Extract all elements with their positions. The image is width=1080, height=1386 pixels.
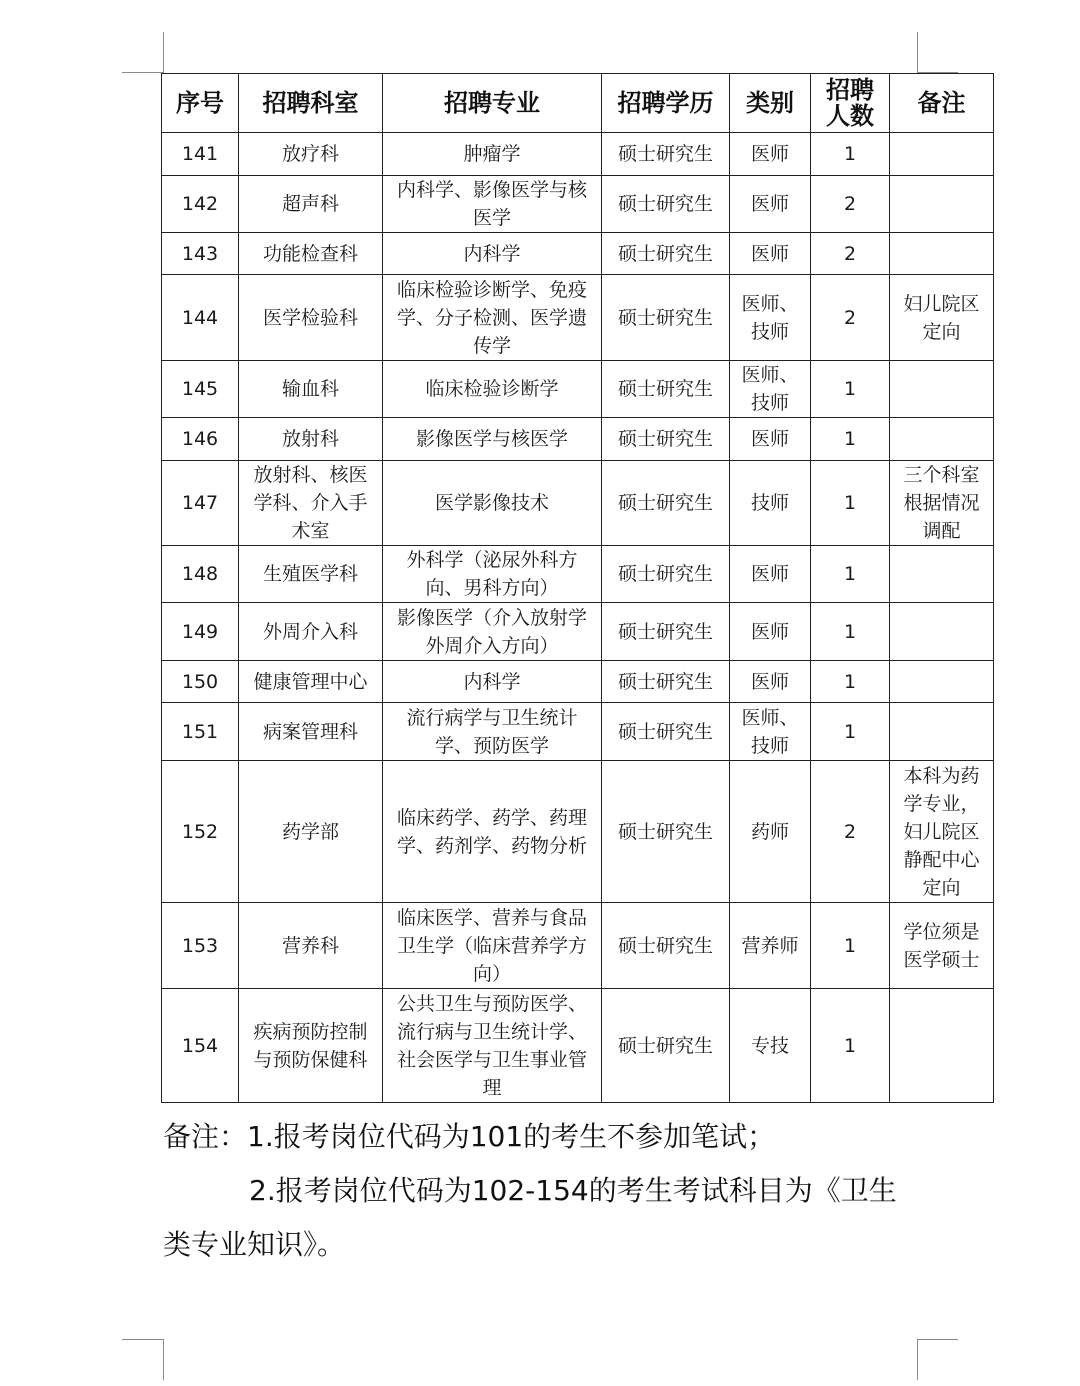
table-row <box>162 661 994 703</box>
table-row <box>162 761 994 903</box>
table-row <box>162 418 994 461</box>
cell-type: 技师 <box>730 461 811 546</box>
footnote-2: 2.报考岗位代码为102-154的考生考试科目为《卫生类专业知识》。 <box>163 1174 897 1261</box>
cell-edu: 硕士研究生 <box>602 761 730 903</box>
header-major: 招聘专业 <box>383 74 602 133</box>
table-row <box>162 176 994 233</box>
cell-count: 2 <box>811 176 890 233</box>
cell-edu: 硕士研究生 <box>602 603 730 661</box>
recruitment-table <box>161 73 994 1103</box>
cell-major: 影像医学与核医学 <box>383 418 602 461</box>
cell-note <box>890 233 994 275</box>
cell-type: 医师 <box>730 603 811 661</box>
cell-dept: 药学部 <box>239 761 383 903</box>
cell-major: 临床药学、药学、药理学、药剂学、药物分析 <box>383 761 602 903</box>
cell-edu: 硕士研究生 <box>602 275 730 361</box>
crop-mark-bottom-right-h <box>917 1339 958 1340</box>
cell-id: 149 <box>162 603 239 661</box>
cell-id: 147 <box>162 461 239 546</box>
crop-mark-top-right-v <box>917 32 918 73</box>
crop-mark-top-left-v <box>163 32 164 73</box>
cell-id: 142 <box>162 176 239 233</box>
cell-major: 流行病学与卫生统计学、预防医学 <box>383 703 602 761</box>
cell-edu: 硕士研究生 <box>602 133 730 176</box>
cell-id: 145 <box>162 361 239 418</box>
header-dept: 招聘科室 <box>239 74 383 133</box>
cell-note: 本科为药学专业，妇儿院区静配中心定向 <box>890 761 994 903</box>
cell-type: 医师 <box>730 661 811 703</box>
cell-edu: 硕士研究生 <box>602 233 730 275</box>
cell-note <box>890 603 994 661</box>
cell-major: 内科学、影像医学与核医学 <box>383 176 602 233</box>
cell-edu: 硕士研究生 <box>602 989 730 1103</box>
cell-note <box>890 546 994 603</box>
cell-type: 医师 <box>730 418 811 461</box>
cell-type: 医师、技师 <box>730 275 811 361</box>
cell-id: 154 <box>162 989 239 1103</box>
cell-dept: 超声科 <box>239 176 383 233</box>
cell-dept: 放射科 <box>239 418 383 461</box>
cell-dept: 疾病预防控制与预防保健科 <box>239 989 383 1103</box>
cell-count: 1 <box>811 546 890 603</box>
cell-dept: 放射科、核医学科、介入手术室 <box>239 461 383 546</box>
header-count-line1: 招聘 <box>826 76 874 104</box>
cell-major: 临床检验诊断学、免疫学、分子检测、医学遗传学 <box>383 275 602 361</box>
cell-edu: 硕士研究生 <box>602 903 730 989</box>
crop-mark-bottom-left-v <box>163 1339 164 1380</box>
cell-type: 医师 <box>730 233 811 275</box>
cell-count: 1 <box>811 461 890 546</box>
table-row <box>162 703 994 761</box>
table-header-row <box>162 74 994 133</box>
cell-edu: 硕士研究生 <box>602 361 730 418</box>
table-row <box>162 603 994 661</box>
cell-dept: 外周介入科 <box>239 603 383 661</box>
table-row <box>162 903 994 989</box>
cell-major: 临床医学、营养与食品卫生学（临床营养学方向） <box>383 903 602 989</box>
cell-edu: 硕士研究生 <box>602 461 730 546</box>
table-row <box>162 275 994 361</box>
cell-note <box>890 176 994 233</box>
cell-type: 医师、技师 <box>730 361 811 418</box>
footnotes <box>163 1110 923 1272</box>
cell-type: 药师 <box>730 761 811 903</box>
table-row <box>162 133 994 176</box>
cell-count: 1 <box>811 903 890 989</box>
cell-major: 公共卫生与预防医学、流行病与卫生统计学、社会医学与卫生事业管理 <box>383 989 602 1103</box>
cell-count: 1 <box>811 661 890 703</box>
cell-id: 146 <box>162 418 239 461</box>
cell-note <box>890 989 994 1103</box>
cell-id: 153 <box>162 903 239 989</box>
cell-note <box>890 661 994 703</box>
header-note: 备注 <box>890 74 994 133</box>
cell-edu: 硕士研究生 <box>602 703 730 761</box>
cell-type: 医师 <box>730 176 811 233</box>
table-row <box>162 546 994 603</box>
cell-count: 2 <box>811 275 890 361</box>
cell-count: 1 <box>811 989 890 1103</box>
cell-id: 141 <box>162 133 239 176</box>
cell-note <box>890 418 994 461</box>
cell-edu: 硕士研究生 <box>602 176 730 233</box>
cell-count: 1 <box>811 418 890 461</box>
crop-mark-bottom-left-h <box>122 1339 163 1340</box>
cell-count: 1 <box>811 703 890 761</box>
cell-note <box>890 133 994 176</box>
cell-major: 内科学 <box>383 661 602 703</box>
cell-edu: 硕士研究生 <box>602 418 730 461</box>
cell-dept: 健康管理中心 <box>239 661 383 703</box>
crop-mark-bottom-right-v <box>917 1339 918 1380</box>
cell-major: 外科学（泌尿外科方向、男科方向） <box>383 546 602 603</box>
header-id: 序号 <box>162 74 239 133</box>
cell-note: 妇儿院区定向 <box>890 275 994 361</box>
cell-note: 学位须是医学硕士 <box>890 903 994 989</box>
cell-edu: 硕士研究生 <box>602 546 730 603</box>
cell-note <box>890 361 994 418</box>
header-count-line2: 人数 <box>826 102 874 130</box>
cell-dept: 放疗科 <box>239 133 383 176</box>
cell-type: 医师 <box>730 133 811 176</box>
crop-mark-top-left-h <box>122 72 163 73</box>
header-edu: 招聘学历 <box>602 74 730 133</box>
table-row <box>162 989 994 1103</box>
cell-major: 临床检验诊断学 <box>383 361 602 418</box>
cell-count: 1 <box>811 603 890 661</box>
cell-count: 2 <box>811 761 890 903</box>
cell-id: 144 <box>162 275 239 361</box>
cell-dept: 病案管理科 <box>239 703 383 761</box>
cell-count: 2 <box>811 233 890 275</box>
cell-major: 影像医学（介入放射学外周介入方向） <box>383 603 602 661</box>
cell-dept: 功能检查科 <box>239 233 383 275</box>
cell-note <box>890 703 994 761</box>
cell-dept: 生殖医学科 <box>239 546 383 603</box>
cell-type: 医师 <box>730 546 811 603</box>
cell-dept: 输血科 <box>239 361 383 418</box>
footnote-1: 备注：1.报考岗位代码为101的考生不参加笔试； <box>163 1120 776 1153</box>
header-count <box>811 74 890 133</box>
cell-id: 150 <box>162 661 239 703</box>
cell-dept: 营养科 <box>239 903 383 989</box>
cell-edu: 硕士研究生 <box>602 661 730 703</box>
table-row <box>162 461 994 546</box>
cell-count: 1 <box>811 361 890 418</box>
cell-type: 专技 <box>730 989 811 1103</box>
table-row <box>162 233 994 275</box>
cell-type: 医师、技师 <box>730 703 811 761</box>
cell-dept: 医学检验科 <box>239 275 383 361</box>
cell-id: 148 <box>162 546 239 603</box>
cell-id: 143 <box>162 233 239 275</box>
cell-type: 营养师 <box>730 903 811 989</box>
cell-major: 肿瘤学 <box>383 133 602 176</box>
cell-major: 医学影像技术 <box>383 461 602 546</box>
cell-id: 152 <box>162 761 239 903</box>
cell-major: 内科学 <box>383 233 602 275</box>
cell-count: 1 <box>811 133 890 176</box>
table-row <box>162 361 994 418</box>
header-type: 类别 <box>730 74 811 133</box>
cell-note: 三个科室根据情况调配 <box>890 461 994 546</box>
cell-id: 151 <box>162 703 239 761</box>
